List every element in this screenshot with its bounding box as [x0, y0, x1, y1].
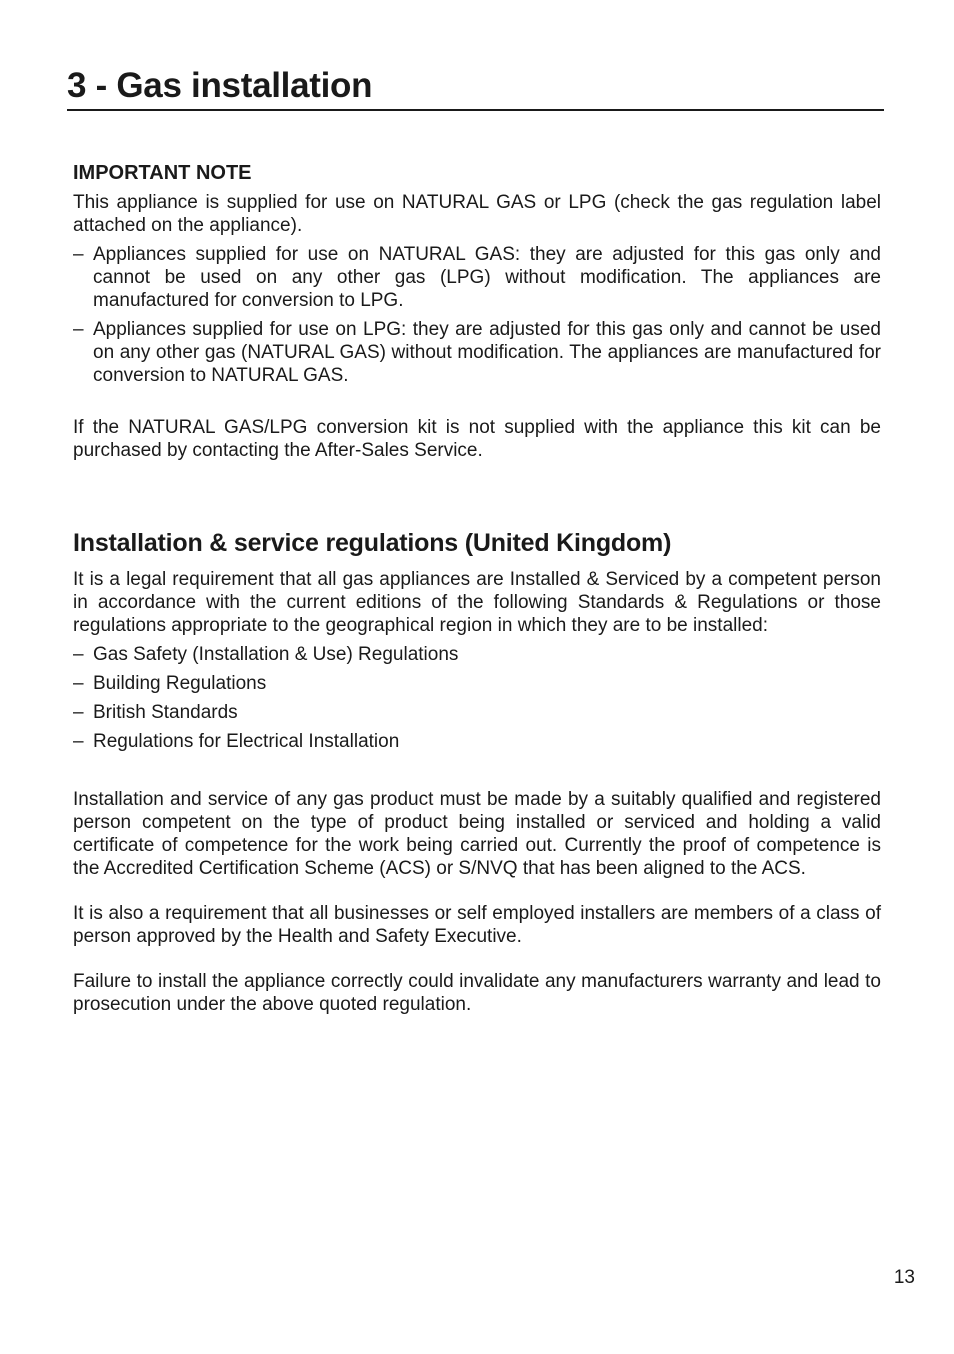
list-item: [73, 701, 881, 724]
regulations-list: [73, 643, 881, 753]
hse-requirement-paragraph: It is also a requirement that all businesses or self employed installers are members of a class of person approved by the Health and Safety Executive.: [73, 903, 881, 947]
list-item-text: Gas Safety (Installation & Use) Regulations: [93, 644, 459, 665]
page-title: 3 - Gas installation: [67, 66, 373, 105]
list-item-text: British Standards: [93, 702, 238, 723]
dash-bullet: –: [73, 731, 84, 752]
list-item-text: Building Regulations: [93, 673, 267, 694]
list-item-lpg: [73, 318, 881, 387]
important-note-intro: This appliance is supplied for use on NATURAL GAS or LPG (check the gas regulation label attached on the appliance).: [73, 192, 881, 236]
title-divider: [67, 109, 884, 111]
dash-bullet: –: [73, 319, 84, 340]
competence-paragraph: Installation and service of any gas product must be made by a suitably qualified and registered person competent on the type of product being installed or serviced and holding a valid certificate of competence for the work being carried out. Currently the proof of competence is the Accredited Certification Scheme (ACS) or S/NVQ that has been aligned to the ACS.: [73, 789, 881, 879]
page-number: 13: [893, 1267, 915, 1288]
warranty-warning-paragraph: Failure to install the appliance correctly could invalidate any manufacturers warranty and lead to prosecution under the above quoted regulation.: [73, 971, 881, 1015]
dash-bullet: –: [73, 244, 84, 265]
list-item-text: Appliances supplied for use on NATURAL GAS: they are adjusted for this gas only and cannot be used on any other gas (LPG) without modification. The appliances are manufactured for conversion to LPG.: [93, 244, 881, 311]
gas-type-list: [73, 243, 881, 387]
dash-bullet: –: [73, 702, 84, 723]
list-item: [73, 643, 881, 666]
list-item-natural-gas: [73, 243, 881, 312]
regulations-intro: It is a legal requirement that all gas appliances are Installed & Serviced by a competent person in accordance with the current editions of the following Standards & Regulations or those regulations appropriate to the geographical region in which they are to be installed:: [73, 569, 881, 636]
list-item-text: Regulations for Electrical Installation: [93, 731, 400, 752]
important-note-section: [73, 160, 881, 462]
dash-bullet: –: [73, 644, 84, 665]
regulations-section: [73, 528, 881, 1016]
important-note-heading: IMPORTANT NOTE: [73, 162, 252, 184]
list-item: [73, 672, 881, 695]
dash-bullet: –: [73, 673, 84, 694]
conversion-kit-paragraph: If the NATURAL GAS/LPG conversion kit is not supplied with the appliance this kit can be purchased by contacting the After-Sales Service.: [73, 417, 881, 461]
list-item: [73, 730, 881, 753]
list-item-text: Appliances supplied for use on LPG: they are adjusted for this gas only and cannot be used on any other gas (NATURAL GAS) without modification. The appliances are manufactured for conversion to NATURAL GAS.: [93, 319, 881, 386]
regulations-heading: Installation & service regulations (United Kingdom): [73, 529, 672, 557]
